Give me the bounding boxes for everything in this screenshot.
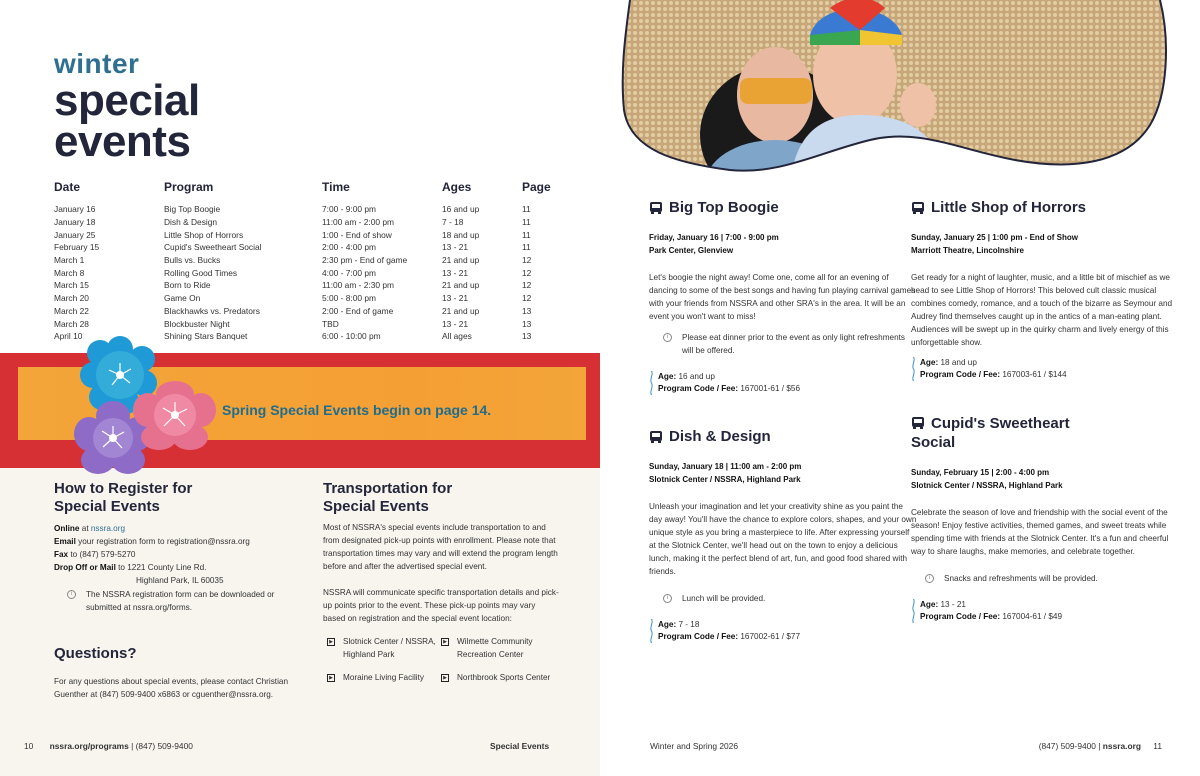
event-code — [658, 383, 917, 395]
row-date: January 18 — [54, 217, 96, 228]
event-description: Get ready for a night of laughter, music, and a little bit of mischief as we head to see Little Shop of Horrors! This beloved cult classic musical combines comedy, romance, and a touch of the bizarre as Seymour and Audrey find themselves caught up in the antics of a man-eating plant. Audiences will be swept up in the quirky charm and lively energy of this unforgettable show. — [911, 273, 1173, 347]
location-text: Northbrook Sports Center — [457, 673, 551, 682]
code-value: 167002-61 / $77 — [738, 632, 800, 641]
drop-city: Highland Park, IL 60035 — [136, 576, 224, 585]
banner-text: Spring Special Events begin on page 14. — [222, 402, 492, 418]
event-when — [649, 231, 917, 257]
col-page: Page — [522, 180, 551, 194]
register-drop — [54, 561, 304, 574]
event-description: Let's boogie the night away! Come one, come all for an evening of dancing to some of the best songs and having fun playing carnival games with your friends from NSSRA and other SRA's in the area. It will be an event you won't want to miss! — [649, 273, 916, 321]
row-page: 13 — [522, 305, 532, 316]
online-label: Online — [54, 524, 80, 533]
age-value: 16 and up — [676, 372, 715, 381]
code-label: Program Code / Fee: — [658, 632, 739, 641]
schedule-row — [54, 317, 562, 330]
code-label: Program Code / Fee: — [658, 384, 739, 393]
left-page-number: 10 — [24, 741, 34, 751]
event-date-time: Friday, January 16 | 7:00 - 9:00 pm — [649, 233, 779, 242]
event-description: Unleash your imagination and let your creativity shine as you paint the day away! You'll have the chance to explore colors, shapes, and your own unique style as you bring a masterpiece to life. After expressing yourself at the Slotnick Center, we'll head out on the town to enjoy a delicious lunch, making it the perfect blend of art, fun, and good food shared with friends. — [649, 502, 917, 576]
title-line-2: events — [54, 117, 191, 166]
register-section — [54, 480, 304, 614]
event-date-time: Sunday, February 15 | 2:00 - 4:00 pm — [911, 468, 1050, 477]
squiggle-icon — [911, 599, 916, 623]
transport-section — [323, 480, 559, 684]
row-ages: 13 - 21 — [442, 293, 469, 304]
event-age — [658, 371, 917, 383]
info-icon: i — [67, 590, 76, 599]
event-title-text: Dish & Design — [669, 428, 771, 445]
transport-title-line1: Transportation for — [323, 480, 453, 497]
register-details — [54, 522, 304, 587]
flower-pink-icon — [132, 380, 218, 452]
schedule-row — [54, 216, 562, 229]
register-title-line2: Special Events — [54, 498, 160, 515]
email-label: Email — [54, 537, 76, 546]
event-date-time: Sunday, January 18 | 11:00 am - 2:00 pm — [649, 462, 802, 471]
row-page: 13 — [522, 331, 532, 342]
row-time: 2:30 pm - End of game — [322, 255, 408, 266]
schedule-header-row — [54, 180, 562, 203]
event-note — [649, 331, 917, 357]
row-program: Little Shop of Horrors — [164, 229, 244, 240]
event-cupids-social — [911, 414, 1173, 623]
questions-section — [54, 645, 288, 701]
row-time: 2:00 - End of game — [322, 305, 394, 316]
row-page: 11 — [522, 204, 531, 215]
row-program: Cupid's Sweetheart Social — [164, 242, 262, 253]
row-time: 1:00 - End of show — [322, 229, 392, 240]
row-program: Game On — [164, 293, 201, 304]
event-age-code — [911, 357, 1173, 381]
row-date: March 15 — [54, 280, 89, 291]
left-footer — [24, 741, 193, 751]
event-when — [911, 466, 1173, 492]
event-code — [920, 611, 1173, 623]
row-ages: 13 - 21 — [442, 318, 469, 329]
event-title — [649, 198, 917, 217]
event-location: Slotnick Center / NSSRA, Highland Park — [649, 475, 801, 484]
event-note-text: Snacks and refreshments will be provided. — [944, 574, 1098, 583]
row-time: 7:00 - 9:00 pm — [322, 204, 377, 215]
row-time: TBD — [322, 318, 339, 329]
bus-icon — [649, 201, 663, 215]
row-program: Blockbuster Night — [164, 318, 230, 329]
schedule-row — [54, 241, 562, 254]
info-icon: i — [663, 594, 672, 603]
event-when — [911, 231, 1173, 257]
row-page: 12 — [522, 293, 532, 304]
row-program: Blackhawks vs. Predators — [164, 305, 260, 316]
questions-text: For any questions about special events, please contact Christian Guenther at (847) 509-9400 x6863 or cguenther@nssra.org. — [54, 677, 288, 699]
title-line-1: special — [54, 76, 200, 125]
row-time: 4:00 - 7:00 pm — [322, 267, 377, 278]
schedule-row — [54, 254, 562, 267]
row-page: 11 — [522, 229, 531, 240]
drop-text: to 1221 County Line Rd. — [115, 563, 207, 572]
code-label: Program Code / Fee: — [920, 370, 1001, 379]
code-value: 167004-61 / $49 — [1000, 612, 1062, 621]
row-date: March 28 — [54, 318, 89, 329]
transport-p2: NSSRA will communicate specific transportation details and pick-up points prior to the event. These pick-up points may vary based on registration and the special event location: — [323, 588, 559, 623]
bus-icon — [911, 416, 925, 430]
info-icon: i — [663, 333, 672, 342]
row-program: Rolling Good Times — [164, 267, 238, 278]
event-little-shop — [911, 198, 1173, 381]
transport-title-line2: Special Events — [323, 498, 429, 515]
event-note-text: Please eat dinner prior to the event as only light refreshments will be offered. — [682, 333, 906, 355]
event-age — [920, 599, 1173, 611]
fax-label: Fax — [54, 550, 69, 559]
row-program: Born to Ride — [164, 280, 211, 291]
register-online — [54, 522, 304, 535]
event-code — [920, 369, 1173, 381]
header-sup: winter — [54, 48, 140, 79]
row-page: 12 — [522, 267, 532, 278]
right-page-number: 11 — [1153, 741, 1162, 751]
transport-p1: Most of NSSRA's special events include transportation to and from designated pick-up points with enrollment. Please note that transportation times may vary and will extend the program length before and after the advertised special event. — [323, 523, 558, 571]
location-text: Wilmette Community Recreation Center — [457, 637, 533, 659]
row-program: Big Top Boogie — [164, 204, 221, 215]
play-square-icon: ▶ — [327, 674, 335, 682]
play-square-icon: ▶ — [441, 638, 449, 646]
row-time: 11:00 am - 2:30 pm — [322, 280, 395, 291]
footer-section-name: Special Events — [490, 741, 550, 751]
register-note-text: The NSSRA registration form can be downloaded or submitted at nssra.org/forms. — [86, 590, 275, 612]
event-dish-design — [649, 427, 917, 643]
drop-label: Drop Off or Mail — [54, 563, 116, 572]
register-title — [54, 480, 304, 516]
fax-text: to (847) 579-5270 — [68, 550, 136, 559]
row-date: April 10 — [54, 331, 83, 342]
row-time: 5:00 - 8:00 pm — [322, 293, 377, 304]
location-item — [323, 635, 441, 661]
age-label: Age: — [920, 358, 939, 367]
col-date: Date — [54, 180, 81, 194]
register-note — [54, 588, 304, 614]
location-item — [441, 635, 559, 661]
location-text: Slotnick Center / NSSRA, Highland Park — [343, 637, 436, 659]
schedule-row — [54, 305, 562, 318]
location-text: Moraine Living Facility — [343, 673, 424, 682]
row-page: 12 — [522, 280, 532, 291]
event-code — [658, 631, 917, 643]
register-title-line1: How to Register for — [54, 480, 193, 497]
event-title — [911, 198, 1173, 217]
schedule-row — [54, 279, 562, 292]
event-when — [649, 460, 917, 486]
event-note-text: Lunch will be provided. — [682, 594, 766, 603]
event-note — [911, 572, 1173, 585]
row-time: 11:00 am - 2:00 pm — [322, 217, 395, 228]
age-label: Age: — [920, 600, 939, 609]
event-title — [649, 427, 917, 446]
event-location: Park Center, Glenview — [649, 246, 734, 255]
event-location: Slotnick Center / NSSRA, Highland Park — [911, 481, 1063, 490]
squiggle-icon — [649, 619, 654, 643]
row-ages: 18 and up — [442, 229, 480, 240]
row-ages: All ages — [442, 331, 472, 342]
code-value: 167001-61 / $56 — [738, 384, 800, 393]
event-title-text — [931, 414, 1070, 433]
play-square-icon: ▶ — [327, 638, 335, 646]
age-label: Age: — [658, 372, 677, 381]
row-program: Dish & Design — [164, 217, 218, 228]
row-date: March 1 — [54, 255, 85, 266]
event-title-line1: Cupid's Sweetheart — [931, 415, 1070, 432]
event-date-time: Sunday, January 25 | 1:00 pm - End of Show — [911, 233, 1079, 242]
row-ages: 13 - 21 — [442, 242, 469, 253]
row-program: Bulls vs. Bucks — [164, 255, 221, 266]
info-icon: i — [925, 574, 934, 583]
squiggle-icon — [649, 371, 654, 395]
footer-url-right[interactable]: nssra.org — [1102, 741, 1141, 751]
row-ages: 16 and up — [442, 204, 480, 215]
register-email — [54, 535, 304, 548]
age-value: 18 and up — [938, 358, 977, 367]
register-fax — [54, 548, 304, 561]
email-text: your registration form to registration@nssra.org — [75, 537, 250, 546]
age-value: 7 - 18 — [676, 620, 700, 629]
row-date: March 20 — [54, 293, 89, 304]
bus-icon — [649, 430, 663, 444]
row-time: 6:00 - 10:00 pm — [322, 331, 381, 342]
page-title — [54, 76, 200, 166]
event-photo — [620, 0, 1168, 185]
row-ages: 21 and up — [442, 305, 480, 316]
questions-title: Questions? — [54, 645, 137, 662]
squiggle-icon — [911, 357, 916, 381]
row-date: January 16 — [54, 204, 96, 215]
code-label: Program Code / Fee: — [920, 612, 1001, 621]
bus-icon — [911, 201, 925, 215]
event-age — [920, 357, 1173, 369]
right-footer-center: Winter and Spring 2026 — [650, 741, 738, 751]
location-item — [323, 671, 441, 684]
event-age-code — [649, 371, 917, 395]
event-description: Celebrate the season of love and friendship with the social event of the season! Enjoy festive activities, themed games, and sweet treats while spending time with friends at the Slotnick Center. It's a fun and cheerful way to share laughs, make memories, and celebrate together. — [911, 508, 1169, 556]
row-ages: 21 and up — [442, 280, 480, 291]
col-program: Program — [164, 180, 214, 194]
code-value: 167003-61 / $144 — [1000, 370, 1067, 379]
event-note — [649, 592, 917, 605]
row-program: Shining Stars Banquet — [164, 331, 248, 342]
event-age-code — [649, 619, 917, 643]
footer-url[interactable]: nssra.org/programs — [49, 741, 129, 751]
event-age-code — [911, 599, 1173, 623]
row-time: 2:00 - 4:00 pm — [322, 242, 377, 253]
event-big-top-boogie — [649, 198, 917, 395]
location-list — [323, 635, 559, 684]
row-page: 12 — [522, 255, 532, 266]
row-date: March 8 — [54, 267, 85, 278]
event-title-text: Little Shop of Horrors — [931, 199, 1086, 216]
row-ages: 7 - 18 — [442, 217, 464, 228]
footer-phone: | (847) 509-9400 — [128, 741, 193, 751]
event-title — [911, 414, 1173, 433]
schedule-row — [54, 203, 562, 216]
online-at: at — [79, 524, 91, 533]
event-age — [658, 619, 917, 631]
row-page: 13 — [522, 318, 532, 329]
transport-title — [323, 480, 559, 516]
age-value: 13 - 21 — [938, 600, 966, 609]
schedule-table — [54, 180, 562, 343]
event-title-text: Big Top Boogie — [669, 199, 779, 216]
row-date: March 22 — [54, 305, 89, 316]
col-ages: Ages — [442, 180, 472, 194]
row-date: February 15 — [54, 242, 100, 253]
schedule-row — [54, 292, 562, 305]
play-square-icon: ▶ — [441, 674, 449, 682]
event-location: Marriott Theatre, Lincolnshire — [911, 246, 1024, 255]
schedule-row — [54, 228, 562, 241]
row-ages: 21 and up — [442, 255, 480, 266]
row-ages: 13 - 21 — [442, 267, 469, 278]
online-link[interactable]: nssra.org — [90, 524, 126, 533]
schedule-row — [54, 266, 562, 279]
footer-phone-right: (847) 509-9400 | — [1038, 741, 1103, 751]
row-page: 11 — [522, 242, 531, 253]
row-date: January 25 — [54, 229, 96, 240]
col-time: Time — [322, 180, 350, 194]
event-title-line2: Social — [911, 434, 956, 451]
row-page: 11 — [522, 217, 531, 228]
location-item — [441, 671, 559, 684]
age-label: Age: — [658, 620, 677, 629]
right-footer — [1039, 741, 1162, 751]
